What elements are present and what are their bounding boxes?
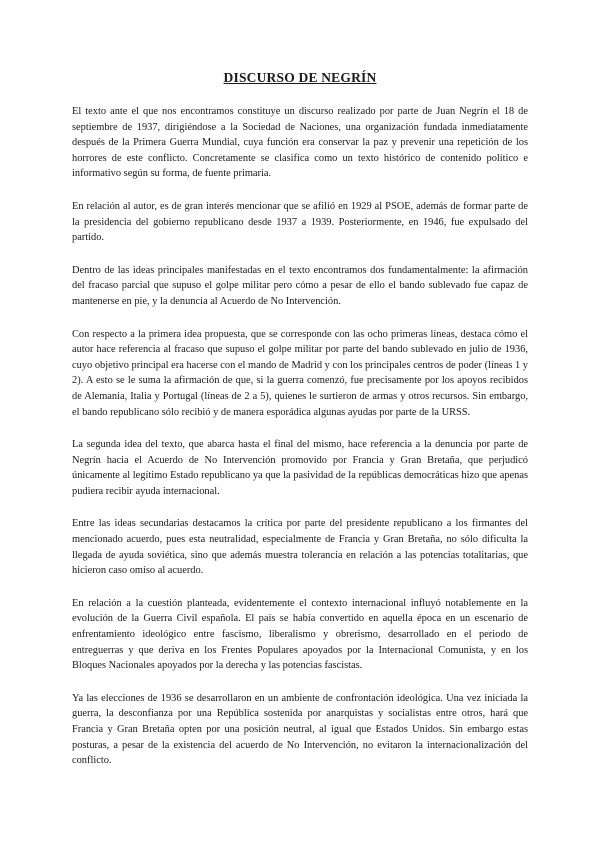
document-title: DISCURSO DE NEGRÍN	[223, 70, 377, 85]
paragraph-context: En relación a la cuestión planteada, evidentemente el contexto internacional influyó notablemente en la evolución de la Guerra Civil española. El país se había convertido en aquella época en un escenario de enfrentamiento ideológico entre fascismo, liberalismo y obrerismo, desarrollado en el periodo de entreguerras y que deriva en los Frentes Populares apoyados por la Internacional Comunista, y en los Bloques Nacionales apoyados por la derecha y las potencias fascistas.	[72, 597, 528, 672]
paragraph-conclusion: Ya las elecciones de 1936 se desarrollaron en un ambiente de confrontación ideológica. Una vez iniciada la guerra, la desconfianza por una República sostenida por anarquistas y socialistas entre otros, hará que Francia y Gran Bretaña opten por una posición neutral, al igual que Estados Unidos. Sin embargo estas posturas, a pesar de la existencia del acuerdo de No Intervención, no evitaron la internacionalización del conflicto.	[72, 692, 528, 767]
paragraph-secondary-ideas: Entre las ideas secundarias destacamos la crítica por parte del presidente republicano a los firmantes del mencionado acuerdo, pues esta neutralidad, especialmente de Francia y Gran Bretaña, no sólo dificulta la llegada de ayuda soviética, sino que además muestra tolerancia en relación a las potencias totalitarias, que hicieron caso omiso al acuerdo.	[72, 518, 528, 577]
paragraph-intro: El texto ante el que nos encontramos constituye un discurso realizado por parte de Juan Negrín el 18 de septiembre de 1937, dirigiéndose a la Sociedad de Naciones, una organización fundada inmediatamente después de la Primera Guerra Mundial, cuya función era conservar la paz y prevenir una repetición de los horrores de este conflicto. Concretamente se clasifica como un texto histórico de contenido político e informativo según su forma, de fuente primaria.	[72, 106, 528, 180]
document-page	[72, 70, 528, 786]
paragraph-second-idea: La segunda idea del texto, que abarca hasta el final del mismo, hace referencia a la denuncia por parte de Negrín hacia el Acuerdo de No Intervención promovido por Francia y Gran Bretaña, que perjudicó únicamente al legítimo Estado republicano ya que la pasividad de la repúblicas democráticas hizo que apenas pudiera recibir ayuda internacional.	[72, 439, 528, 497]
paragraph-author: En relación al autor, es de gran interés mencionar que se afilió en 1929 al PSOE, además de formar parte de la presidencia del gobierno republicano desde 1937 a 1939. Posteriormente, en 1946, fue expulsado del partido.	[72, 200, 528, 244]
paragraph-main-ideas: Dentro de las ideas principales manifestadas en el texto encontramos dos fundamentalmente: la afirmación del fracaso parcial que supuso el golpe militar pero cómo a pesar de ello el bando sublevado fue capaz de mantenerse en pie, y la denuncia al Acuerdo de No Intervención.	[72, 264, 528, 307]
paragraph-first-idea: Con respecto a la primera idea propuesta, que se corresponde con las ocho primeras líneas, destaca cómo el autor hace referencia al fracaso que supuso el golpe militar por parte del bando sublevado en julio de 1936, cuyo objetivo principal era hacerse con el mando de Madrid y con los principales centros de poder (líneas 1 y 2). A esto se le suma la afirmación de que, si la guerra comenzó, fue precisamente por los apoyos recibidos de Alemania, Italia y Portugal (líneas de 2 a 5), quienes le surtieron de armas y otros recursos. Sin embargo, el bando republicano sólo recibió y de manera esporádica algunas ayudas por parte de la URSS.	[72, 328, 528, 418]
